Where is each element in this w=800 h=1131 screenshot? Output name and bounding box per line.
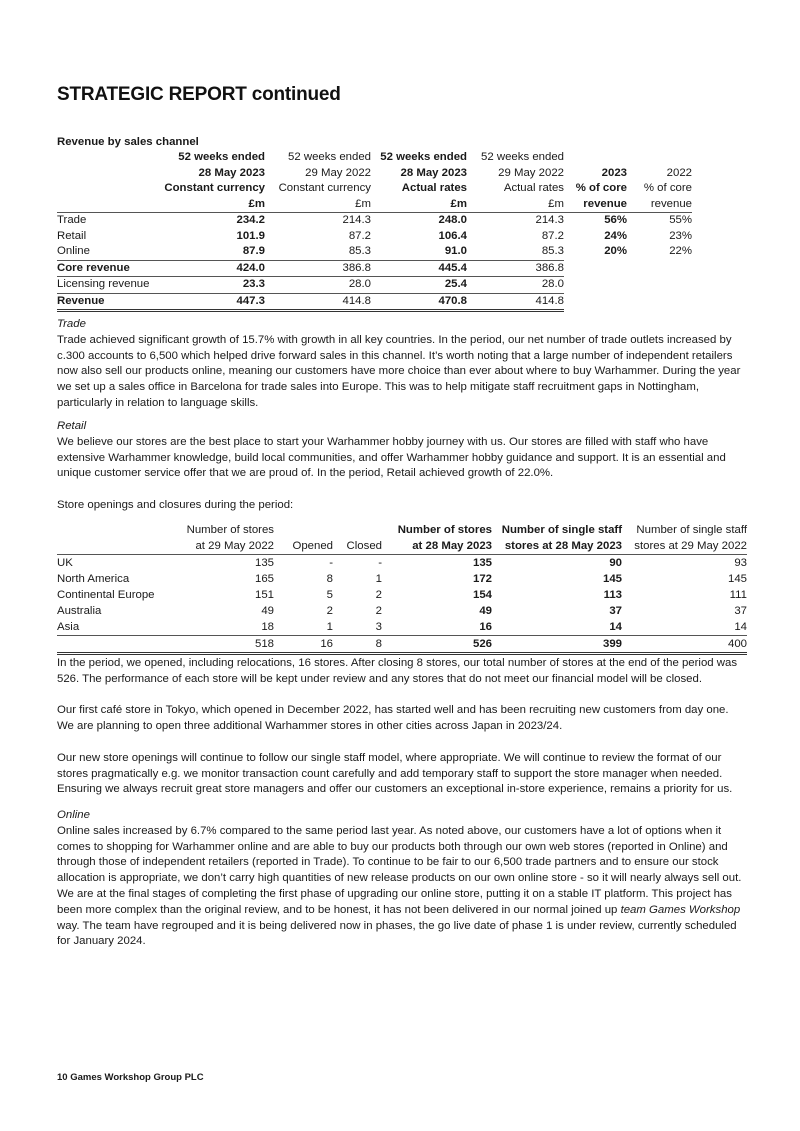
cell-value: 8 — [333, 636, 382, 654]
stores-section — [57, 522, 747, 655]
header-cell: revenue — [564, 197, 627, 213]
cell-value: 518 — [167, 636, 274, 654]
header-cell — [627, 150, 692, 166]
trade-section — [57, 317, 747, 412]
revenue-by-channel-section — [57, 134, 692, 312]
header-cell — [564, 150, 627, 166]
header-cell: Number of single staff — [501, 524, 622, 536]
header-cell: Constant currency — [278, 182, 371, 194]
cell-value: 386.8 — [467, 260, 564, 277]
page-footer: 10 Games Workshop Group PLC — [57, 1072, 204, 1083]
cell-value: 14 — [734, 621, 747, 633]
cell-value: 24% — [604, 229, 627, 242]
stores-commentary-section — [57, 656, 747, 798]
cell-value: 154 — [472, 589, 492, 601]
row-label: Core revenue — [57, 260, 157, 277]
revenue-table-title: Revenue by sales channel — [57, 136, 199, 148]
row-label: Licensing revenue — [57, 277, 157, 294]
cell-value: 8 — [326, 573, 333, 585]
revenue-header-row — [57, 166, 692, 182]
header-cell: Actual rates — [503, 182, 564, 194]
header-cell: Closed — [333, 538, 382, 555]
cell-value: 28.0 — [265, 277, 371, 294]
cell-value: 214.3 — [535, 214, 564, 226]
cell-value: 470.8 — [371, 293, 467, 311]
row-label: Online — [57, 245, 90, 257]
cell-value: 37 — [734, 605, 747, 617]
paragraph: Our new store openings will continue to follow our single staff model, where appropriate. We will continue to review the format of our stores pragmatically e.g. we monitor transaction count carefully and add temporary staff to support the store manager when needed. Ensuring we always recruit great store managers and offer our customers an exceptional in-store experience, remains a priority for us. — [57, 751, 733, 796]
cell-value: 1 — [375, 573, 382, 585]
stores-table — [57, 522, 747, 655]
cell-value — [564, 293, 627, 311]
header-cell: Opened — [274, 538, 333, 555]
retail-body: We believe our stores are the best place to start your Warhammer hobby journey with us. Our stores are filled with staff who have extensive Warhammer knowledge, build local communities, and offer Warhammer hobby guidance and support. It is an essential and unique customer service offer that we are proud of. In the period, Retail achieved growth of 22.0%. — [57, 435, 726, 480]
cell-value: 23.3 — [157, 277, 265, 294]
header-cell — [57, 150, 157, 166]
retail-section — [57, 419, 747, 514]
table-row-total-revenue — [57, 293, 692, 311]
header-cell: 52 weeks ended — [481, 151, 564, 163]
header-cell: £m — [265, 197, 371, 213]
cell-value: 414.8 — [467, 293, 564, 311]
cell-value: 28.0 — [467, 277, 564, 294]
cell-value: 151 — [254, 589, 274, 601]
cell-value: 400 — [622, 636, 747, 654]
cell-value: 135 — [472, 557, 492, 569]
cell-value: 25.4 — [371, 277, 467, 294]
row-label: UK — [57, 557, 73, 569]
header-cell: stores at 29 May 2022 — [622, 538, 747, 555]
cell-value: 93 — [734, 557, 747, 569]
stores-header-row — [57, 522, 747, 538]
online-heading: Online — [57, 809, 90, 821]
row-label: Trade — [57, 214, 87, 226]
header-cell: Number of stores — [186, 524, 274, 536]
header-cell — [57, 166, 157, 182]
table-row — [57, 244, 692, 260]
cell-value: 424.0 — [157, 260, 265, 277]
cell-value: 16 — [479, 621, 492, 633]
cell-value: 23% — [669, 229, 692, 242]
cell-value: 445.4 — [371, 260, 467, 277]
trade-heading: Trade — [57, 318, 86, 330]
cell-value: 85.3 — [348, 245, 371, 257]
header-cell: % of core — [575, 182, 627, 194]
header-cell — [57, 181, 157, 197]
cell-value: 2 — [375, 589, 382, 601]
header-cell: 2022 — [666, 166, 692, 179]
cell-value: 49 — [479, 605, 492, 617]
cell-value: 447.3 — [157, 293, 265, 311]
table-row — [57, 277, 692, 294]
header-cell: £m — [467, 197, 564, 213]
cell-value: 386.8 — [265, 260, 371, 277]
header-cell: Constant currency — [164, 182, 265, 194]
cell-value: 145 — [727, 573, 747, 585]
stores-intro: Store openings and closures during the period: — [57, 498, 294, 511]
table-row — [57, 229, 692, 245]
header-cell: 29 May 2022 — [498, 166, 564, 179]
cell-value: 414.8 — [265, 293, 371, 311]
row-label: Asia — [57, 621, 80, 633]
row-label: North America — [57, 573, 130, 585]
row-label: Australia — [57, 605, 102, 617]
header-cell — [57, 197, 157, 213]
row-label: Retail — [57, 229, 87, 242]
cell-value: - — [378, 557, 382, 569]
table-row-total — [57, 636, 747, 654]
stores-header-row — [57, 538, 747, 555]
cell-value: 16 — [274, 636, 333, 654]
paragraph: Our first café store in Tokyo, which opened in December 2022, has started well and has been recruiting new customers from day one. We are planning to open three additional Warhammer stores in other cities across Japan in 2023/24. — [57, 704, 729, 733]
header-cell: 29 May 2022 — [305, 166, 371, 179]
online-body-text: Online sales increased by 6.7% compared to the same period last year. As noted above, our customers have a lot of options when it comes to shopping for Warhammer online and are able to buy our products both through our own web stores (reported in Online) and through those of independent retailers (reported in Trade). To continue to be fair to our 6,500 trade partners and to ensure our stock allocation is appropriate, we don’t carry high quantities of new release products on our own online store - so it will nearly always sell out. We are at the final stages of completing the first phase of upgrading our online store, putting it on a stable IT platform. This project has been more complex than the original review, and to be honest, it has not been delivered in our normal joined up — [57, 824, 742, 916]
header-cell: 2023 — [601, 166, 627, 179]
cell-value: 49 — [261, 605, 274, 617]
row-label: Revenue — [57, 293, 157, 311]
cell-value: 165 — [254, 573, 274, 585]
trade-body: Trade achieved significant growth of 15.7% with growth in all key countries. In the period, our net number of trade outlets increased by c.300 accounts to 6,500 which helped drive forward sales in this channel. It’s worth noting that a large number of independent retailers now also sell our products online, meaning our customers have more choice than ever about where to buy Warhammer. During the year we set up a sales office in Barcelona for trade sales into Europe. This was to help mitigate staff recruitment gaps in Nottingham, particularly in relation to language skills. — [57, 333, 741, 409]
cell-value: 1 — [326, 621, 333, 633]
row-label: Continental Europe — [57, 589, 155, 601]
cell-value — [627, 277, 692, 294]
cell-value: 90 — [609, 557, 622, 569]
table-row — [57, 603, 747, 619]
cell-value: 113 — [603, 589, 622, 601]
cell-value: 135 — [254, 557, 274, 569]
header-cell: £m — [157, 197, 265, 213]
header-cell: stores at 28 May 2023 — [492, 538, 622, 555]
header-cell: Number of single staff — [636, 524, 747, 536]
header-cell: at 29 May 2022 — [167, 538, 274, 555]
cell-value: 56% — [604, 214, 627, 226]
header-cell: 28 May 2023 — [400, 166, 467, 179]
cell-value: - — [329, 557, 333, 569]
cell-value: 14 — [609, 621, 622, 633]
cell-value: 87.2 — [541, 229, 564, 242]
cell-value: 85.3 — [541, 245, 564, 257]
cell-value: 18 — [261, 621, 274, 633]
paragraph: In the period, we opened, including relocations, 16 stores. After closing 8 stores, our total number of stores at the end of the period was 526. The performance of each store will be kept under review and any stores that do not meet our financial model will be closed. — [57, 657, 738, 685]
header-cell: £m — [371, 197, 467, 213]
cell-value: 91.0 — [444, 245, 467, 257]
cell-value: 101.9 — [236, 229, 265, 242]
cell-value: 55% — [669, 214, 692, 226]
table-row — [57, 571, 747, 587]
cell-value: 37 — [609, 605, 622, 617]
header-cell: 52 weeks ended — [288, 151, 371, 163]
cell-value — [564, 277, 627, 294]
page-title: STRATEGIC REPORT continued — [57, 84, 341, 105]
online-body — [57, 824, 747, 950]
header-cell — [274, 522, 333, 538]
cell-value: 2 — [375, 605, 382, 617]
cell-value: 214.3 — [342, 214, 371, 226]
table-row — [57, 587, 747, 603]
cell-value: 234.2 — [236, 214, 265, 226]
cell-value: 2 — [326, 605, 333, 617]
cell-value — [564, 260, 627, 277]
online-body-text: way. The team have regrouped and it is being delivered now in phases, the go live date of phase 1 is under review, currently scheduled for January 2024. — [57, 919, 737, 948]
cell-value: 111 — [729, 589, 747, 601]
cell-value: 3 — [375, 621, 382, 633]
header-cell: revenue — [627, 197, 692, 213]
header-cell — [57, 522, 167, 538]
cell-value: 145 — [602, 573, 622, 585]
retail-heading: Retail — [57, 420, 87, 432]
table-row-core-revenue — [57, 260, 692, 277]
cell-value: 248.0 — [438, 214, 467, 226]
cell-value: 172 — [472, 573, 492, 585]
header-cell: 52 weeks ended — [178, 151, 265, 163]
online-section — [57, 808, 747, 950]
header-cell: Number of stores — [397, 524, 492, 536]
cell-value: 106.4 — [438, 229, 467, 242]
row-label — [57, 636, 167, 654]
revenue-header-row — [57, 181, 692, 197]
table-row — [57, 213, 692, 229]
header-cell: at 28 May 2023 — [382, 538, 492, 555]
cell-value: 526 — [382, 636, 492, 654]
cell-value: 20% — [604, 245, 627, 258]
header-cell: 28 May 2023 — [198, 166, 265, 179]
cell-value: 87.9 — [242, 245, 265, 257]
cell-value: 5 — [326, 589, 333, 601]
revenue-header-row — [57, 197, 692, 213]
revenue-table — [57, 150, 692, 312]
cell-value: 87.2 — [348, 229, 371, 242]
header-cell — [333, 522, 382, 538]
cell-value — [627, 260, 692, 277]
cell-value — [627, 293, 692, 311]
online-body-italic: team Games Workshop — [620, 903, 741, 916]
header-cell: Actual rates — [401, 182, 467, 194]
header-cell: 52 weeks ended — [380, 151, 467, 163]
header-cell: % of core — [643, 182, 692, 194]
header-cell — [57, 538, 167, 555]
cell-value: 22% — [669, 245, 692, 258]
cell-value: 399 — [492, 636, 622, 654]
table-row — [57, 555, 747, 572]
revenue-header-row — [57, 150, 692, 166]
table-row — [57, 619, 747, 636]
